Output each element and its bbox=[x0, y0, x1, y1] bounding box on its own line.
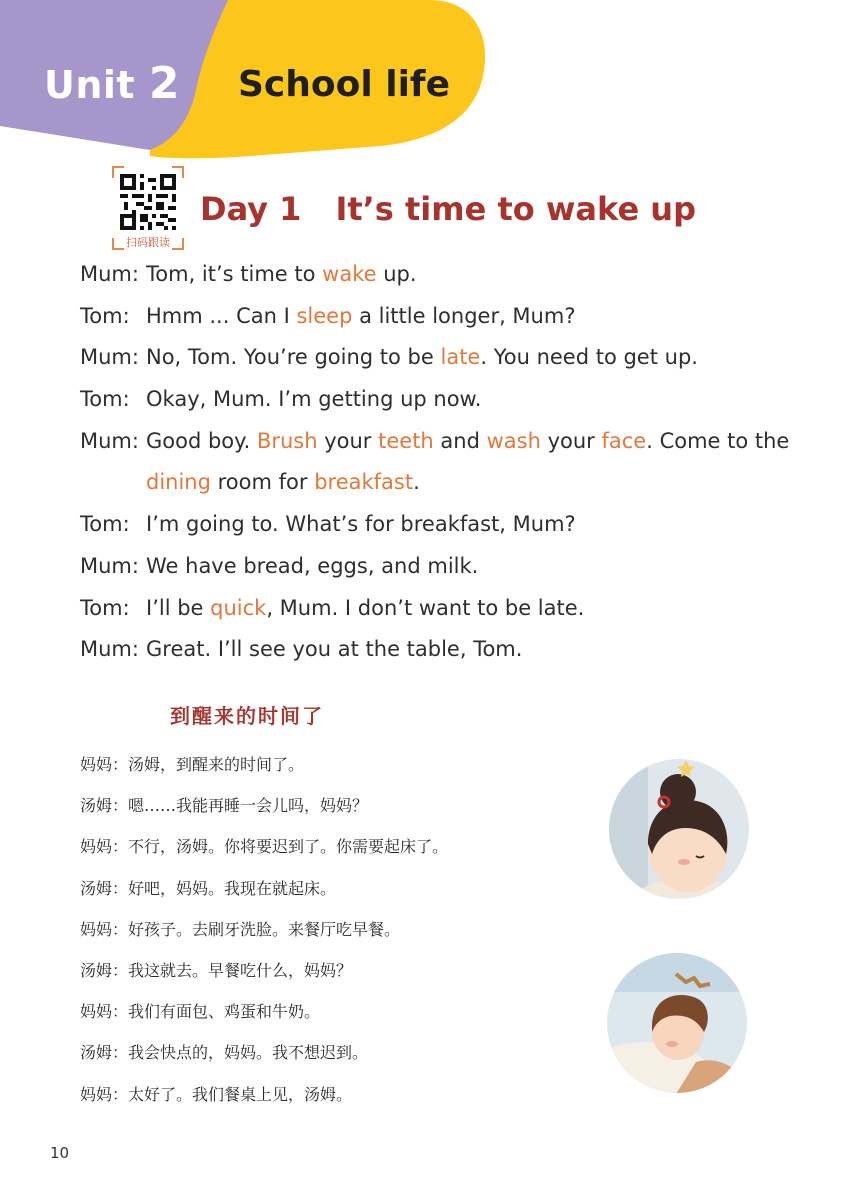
dialogue-text: and bbox=[433, 428, 487, 453]
dialogue-line bbox=[80, 421, 800, 463]
dialogue-text: your bbox=[540, 428, 602, 453]
dialogue-text: No, Tom. You’re going to be bbox=[146, 345, 441, 370]
dialogue-text: Good boy. bbox=[146, 428, 257, 453]
dialogue-text: Hmm ... Can I bbox=[146, 303, 297, 328]
speaker-label: Tom: bbox=[80, 595, 130, 620]
dialogue-text: I’m going to. What’s for breakfast, Mum? bbox=[146, 512, 576, 537]
speaker-label: Tom: bbox=[80, 512, 130, 537]
translation-line: 妈妈：汤姆，到醒来的时间了。 bbox=[80, 755, 305, 774]
dialogue-line bbox=[80, 379, 800, 421]
dialogue-text: I’ll be bbox=[146, 595, 211, 620]
translation-line: 汤姆：我会快点的，妈妈。我不想迟到。 bbox=[80, 1043, 369, 1063]
english-dialogue bbox=[80, 254, 800, 671]
translation-title: 到醒来的时间了 bbox=[170, 704, 324, 728]
unit-title: School life bbox=[238, 64, 450, 105]
translation-line: 妈妈：我们有面包、鸡蛋和牛奶。 bbox=[80, 1002, 321, 1022]
qr-code-icon bbox=[120, 174, 176, 230]
dialogue-text: room for bbox=[210, 470, 315, 495]
dialogue-text: , Mum. I don’t want to be late. bbox=[266, 595, 585, 620]
lesson-title bbox=[200, 190, 696, 228]
speaker-label: Mum: bbox=[80, 553, 139, 578]
speaker-label: Mum: bbox=[80, 262, 139, 286]
boy-portrait bbox=[606, 952, 748, 1094]
speaker-label: Tom: bbox=[80, 387, 130, 412]
vocabulary-word: face bbox=[601, 428, 647, 453]
dialogue-line bbox=[80, 462, 800, 504]
unit-word: Unit bbox=[44, 63, 136, 107]
dialogue-text: a little longer, Mum? bbox=[352, 303, 576, 328]
dialogue-text: Tom, it’s time to bbox=[146, 262, 323, 286]
dialogue-line bbox=[80, 546, 800, 588]
speaker-label: Mum: bbox=[80, 637, 139, 662]
vocabulary-word: late bbox=[440, 345, 481, 370]
translation-line: 汤姆：好吧，妈妈。我现在就起床。 bbox=[80, 878, 337, 898]
translation-line: 汤姆：我这就去。早餐吃什么，妈妈？ bbox=[80, 960, 353, 980]
vocabulary-word: dining bbox=[146, 470, 211, 495]
dialogue-line bbox=[80, 504, 800, 546]
vocabulary-word: sleep bbox=[296, 303, 353, 328]
unit-label bbox=[44, 58, 180, 109]
translation-line: 妈妈：太好了。我们餐桌上见，汤姆。 bbox=[80, 1084, 353, 1104]
day-label: Day 1 bbox=[200, 190, 302, 228]
lesson-heading: It’s time to wake up bbox=[335, 190, 696, 228]
dialogue-line bbox=[80, 588, 800, 630]
speaker-label: Mum: bbox=[80, 428, 139, 453]
chinese-dialogue bbox=[80, 744, 448, 1115]
dialogue-line bbox=[80, 629, 800, 671]
dialogue-line bbox=[80, 296, 800, 338]
dialogue-text: your bbox=[317, 428, 379, 453]
qr-code-block[interactable] bbox=[112, 166, 184, 250]
vocabulary-word: wake bbox=[322, 262, 377, 286]
dialogue-text: . bbox=[413, 470, 420, 495]
speaker-label: Mum: bbox=[80, 345, 139, 370]
dialogue-text: Okay, Mum. I’m getting up now. bbox=[146, 387, 482, 412]
dialogue-text: Great. I’ll see you at the table, Tom. bbox=[146, 637, 523, 662]
unit-number: 2 bbox=[148, 58, 180, 109]
speaker-label: Tom: bbox=[80, 303, 130, 328]
translation-line: 汤姆：嗯……我能再睡一会儿吗，妈妈？ bbox=[80, 796, 369, 816]
vocabulary-word: teeth bbox=[378, 428, 434, 453]
vocabulary-word: quick bbox=[210, 595, 267, 620]
vocabulary-word: Brush bbox=[256, 428, 318, 453]
dialogue-text: . You need to get up. bbox=[480, 345, 698, 370]
dialogue-line bbox=[80, 337, 800, 379]
translation-line: 妈妈：不行，汤姆。你将要迟到了。你需要起床了。 bbox=[80, 837, 449, 857]
vocabulary-word: wash bbox=[486, 428, 541, 453]
girl-portrait bbox=[608, 758, 750, 900]
page-number: 10 bbox=[50, 1144, 70, 1162]
dialogue-text: We have bread, eggs, and milk. bbox=[146, 553, 479, 578]
dialogue-text: up. bbox=[376, 262, 417, 286]
vocabulary-word: breakfast bbox=[314, 470, 414, 495]
dialogue-line bbox=[80, 254, 800, 296]
translation-line: 妈妈：好孩子。去刷牙洗脸。来餐厅吃早餐。 bbox=[80, 919, 401, 939]
dialogue-text: . Come to the bbox=[646, 428, 790, 453]
qr-caption: 扫码跟读 bbox=[126, 236, 170, 249]
